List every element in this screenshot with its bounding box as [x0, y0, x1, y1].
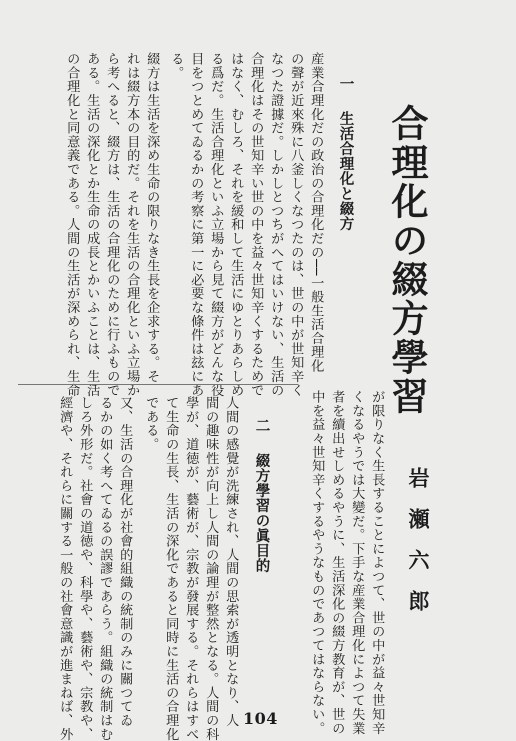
section2-title: 綴方學習の眞目的: [253, 453, 270, 573]
section2-line: である。: [143, 396, 159, 452]
section1-heading: [338, 76, 353, 336]
section2-line: 人間の感覺が洗練され、人間の思索が透明となり、人: [223, 396, 239, 728]
section1-number: 一: [337, 76, 354, 91]
section1-line: る爲だ。生活合理化といふ立場から見て綴方がどんな役: [208, 52, 224, 397]
section2-line: て生命の生長、生活の深化であると同時に生活の合理化: [163, 396, 179, 741]
para2-line: の合理化と同意義である。人間の生活が深められ、生命: [64, 52, 80, 397]
article-title: 合理化の綴方學習: [385, 104, 429, 416]
page-number: 104: [243, 709, 278, 728]
para3-line: 者を續出せしめるやうに、生活深化の綴方教育が、世の: [329, 390, 345, 735]
column-divider: [18, 384, 298, 385]
section2-heading: [254, 418, 269, 698]
author-name: 岩瀬六郎: [406, 467, 431, 631]
para5-line: 又、生活の合理化が社會的組織の統制のみに關つてゐ: [117, 396, 133, 728]
section2-number: 二: [253, 418, 270, 433]
para2-line: ら考へると、綴方は、生活の合理化のために行ふもので: [104, 52, 120, 397]
para5-line: 經濟や、それらに關する一般の社會意識が進まねば、外: [57, 396, 73, 741]
para5-line: るかの如く考へてゐるの誤謬であらう。組織の統制はむ: [97, 396, 113, 741]
para3-line: が限りなく生長することによつて、世の中が益々世知辛: [369, 390, 385, 735]
para2-line: ある。生活の深化とか生命の成長とかいふことは、生活: [84, 52, 100, 397]
section1-line: なつた證據だ。しかしとつちがへてはいけない、生活の: [268, 52, 284, 397]
section2-line: 間の趣味性が向上し人間の論理が整然となる。人間の科: [203, 396, 219, 741]
para5-line: しろ外形だ。社會の道徳や、科學や、藝術や、宗教や、: [77, 396, 93, 741]
section1-line: 合理化はその世知辛い世の中を益々世知辛くするためで: [248, 52, 264, 397]
section1-line: る。: [168, 52, 184, 80]
section1-line: 目をつとめてゐるかの考察に第一に必要な條件は玆にあ: [188, 52, 204, 397]
section2-line: 學が、道徳が、藝術が、宗教が發展する。それらはすべ: [183, 396, 199, 741]
para2-line: 綴方は生活を深め生命の限りなき生長を企求する。そ: [144, 52, 160, 384]
para3-line: 中を益々世知辛くするやうなものであつてはならない。: [309, 390, 325, 735]
section1-title: 生活合理化と綴方: [337, 111, 354, 231]
section1-line: 産業合理化だの政治の合理化だの──一般生活合理化: [308, 52, 324, 373]
section1-line: の聲が近來殊に八釜しくなつたのは、世の中が世知辛く: [288, 52, 304, 397]
para2-line: れは綴方本の目的だ。それを生活の合理化といふ立場か: [124, 52, 140, 397]
para3-line: くなるやうでは大變だ。下手な産業合理化によつて失業: [349, 390, 365, 735]
section1-line: はなく、むしろ、それを緩和して生活にゆとりあらしめ: [228, 52, 244, 397]
